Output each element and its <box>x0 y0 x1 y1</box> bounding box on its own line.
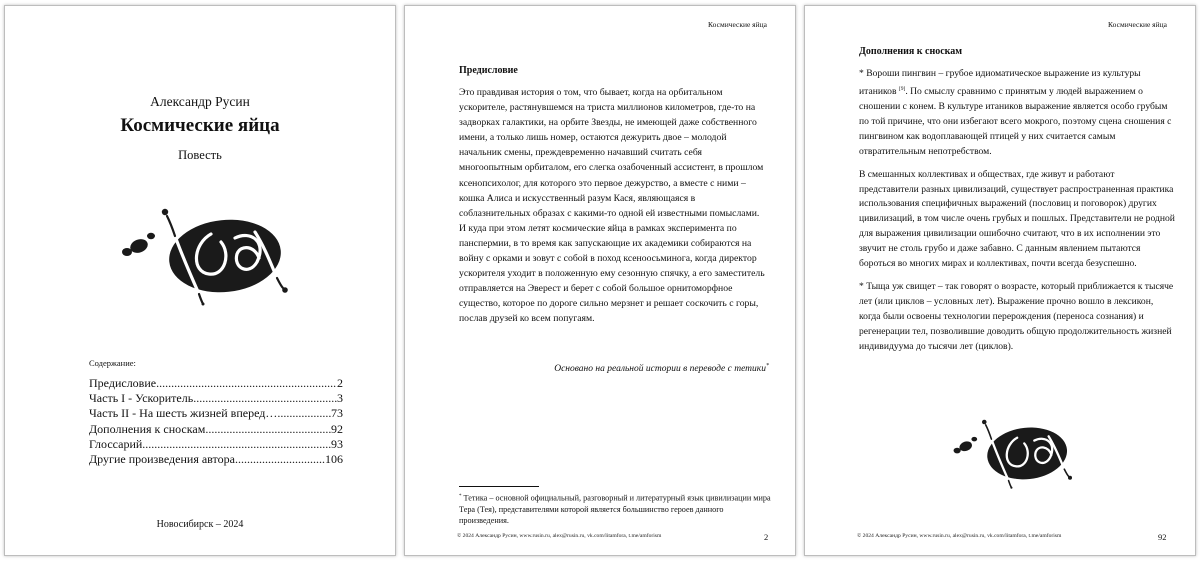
quote-line <box>459 363 769 374</box>
city-year: Новосибирск – 2024 <box>156 519 244 530</box>
additions-body <box>859 67 1175 363</box>
running-header: Космические яйца <box>708 20 767 29</box>
table-of-contents <box>89 376 343 467</box>
toc-entry-page: 93 <box>331 436 343 451</box>
running-header: Космические яйца <box>1108 20 1167 29</box>
toc-entry[interactable] <box>89 406 343 421</box>
toc-entry-page: 106 <box>325 452 343 467</box>
section-title: Дополнения к сноскам <box>859 46 963 57</box>
toc-entry-label: Предисловие <box>89 376 157 390</box>
paragraph: * Тыща уж свищет – так говорят о возрасте, который приближается к тысяче лет (или циклов – условных лет). Выражение прочно вошло в лексикон, когда были освоены технологии перерождения (переноса сознания) и регенерации тел, позволившие доводить общую продолжительность жизней индивидуума до тысячи лет (циклов). <box>859 280 1174 352</box>
book-title: Космические яйца <box>120 115 280 136</box>
page-footnote-additions <box>804 5 1196 556</box>
page-footer: © 2024 Александр Русин, www.rusin.ru, alex@rusin.ru, vk.com/litamfora, t.me/amforism <box>857 533 1062 539</box>
toc-entry-label: Часть I - Ускоритель <box>89 391 194 406</box>
toc-entry[interactable] <box>89 437 343 452</box>
page-number: 2 <box>764 532 769 542</box>
toc-entry-page: 3 <box>337 391 343 406</box>
quote-footnote-mark[interactable]: * <box>766 363 769 369</box>
author-name: Александр Русин <box>150 94 250 109</box>
preface-body: Это правдивая история о том, что бывает, когда на орбитальном ускорителе, растянувшемся на триста миллионов километров, где-то на задворках галактики, на орбите Звезды, не имеющей даже собственного имени, а только лишь номер, остаются дежурить двое – молодой начальник смены, преждевременно начавший считать себя многоопытным орбиталом, его слегка озабоченный ассистент, в прошлом ксенопсихолог, для которого это первое дежурство, а вместе с ними – кошка Алиса и искусственный разум Кася, являющаяся в соблазнительных образах с какими-то одной ей известными помыслами. И куда при этом летят космические яйца в рамках эксперимента по панспермии, в то время как запускающие их академики собираются на войну с орками и зовут с собой в поход ксеноосьминога, когда директор ускорителя уходит в положенную ему сезонную спячку, а его заместитель отправляется на Эверест и берет с собой большое орнитоморфное существо, которое по дороге сильно мерзнет и решает соскочить с горы, послав друзей ко всем попугаям. <box>459 87 765 325</box>
toc-entry-label: Другие произведения автора <box>89 452 235 467</box>
page-preface <box>404 5 796 556</box>
toc-entry-label: Дополнения к сноскам <box>89 421 206 436</box>
page-title-page <box>4 5 396 556</box>
book-subtitle: Повесть <box>178 148 222 162</box>
footnote-mark: * <box>459 494 462 499</box>
paragraph: * Вороши пингвин – грубое идиоматическое выражение из культуры итаников [9]. По смыслу сравнимо с принятым у людей выражением о сношении с конем. В культуре итаников выражение является особо грубым по той причине, что они избегают всего мокрого, поэтому сцена сношения с пингвином как водоплавающей птицей у них считается самым отвратительным непотребством. <box>859 68 1172 157</box>
toc-heading: Содержание: <box>89 358 136 368</box>
quote-text: Основано на реальной истории в переводе с тетики <box>554 364 766 375</box>
paragraph: В смешанных коллективах и обществах, где живут и работают представители разных цивилизаций, существует распространенная практика использования специфичных выражений (пословиц и поговорок) других цивилизаций, в том числе очень грубых и пошлых. Представители не родной для выражения цивилизации ошибочно считают, что в их исполнении это звучит не столь грубо и даже забавно. С данным явлением пытаются бороться во многих мирах и коллективах, почти всегда безуспешно. <box>859 168 1175 270</box>
toc-entry-page: 73 <box>331 406 343 421</box>
page-footer: © 2024 Александр Русин, www.rusin.ru, alex@rusin.ru, vk.com/litamfora, t.me/amforism <box>457 533 662 539</box>
egg-logo-icon <box>117 202 292 306</box>
egg-logo-icon <box>950 414 1075 490</box>
section-title: Предисловие <box>459 65 518 76</box>
toc-entry[interactable] <box>89 452 343 467</box>
toc-entry[interactable] <box>89 422 343 437</box>
toc-entry[interactable] <box>89 391 343 406</box>
toc-entry-label: Часть II - На шесть жизней вперед… <box>89 406 278 421</box>
footnote-text: Тетика – основной официальный, разговорный и литературный язык цивилизации мира Тера (Тея), представителями которой является большинство героев данного произведения. <box>459 493 771 526</box>
toc-entry[interactable] <box>89 376 343 391</box>
footnote <box>459 491 774 526</box>
page-number: 92 <box>1158 532 1167 542</box>
citation-ref[interactable]: [9] <box>898 85 906 92</box>
toc-entry-label: Глоссарий <box>89 436 143 451</box>
footnote-divider <box>459 486 539 487</box>
toc-entry-page: 92 <box>331 421 343 436</box>
toc-entry-page: 2 <box>337 376 343 390</box>
